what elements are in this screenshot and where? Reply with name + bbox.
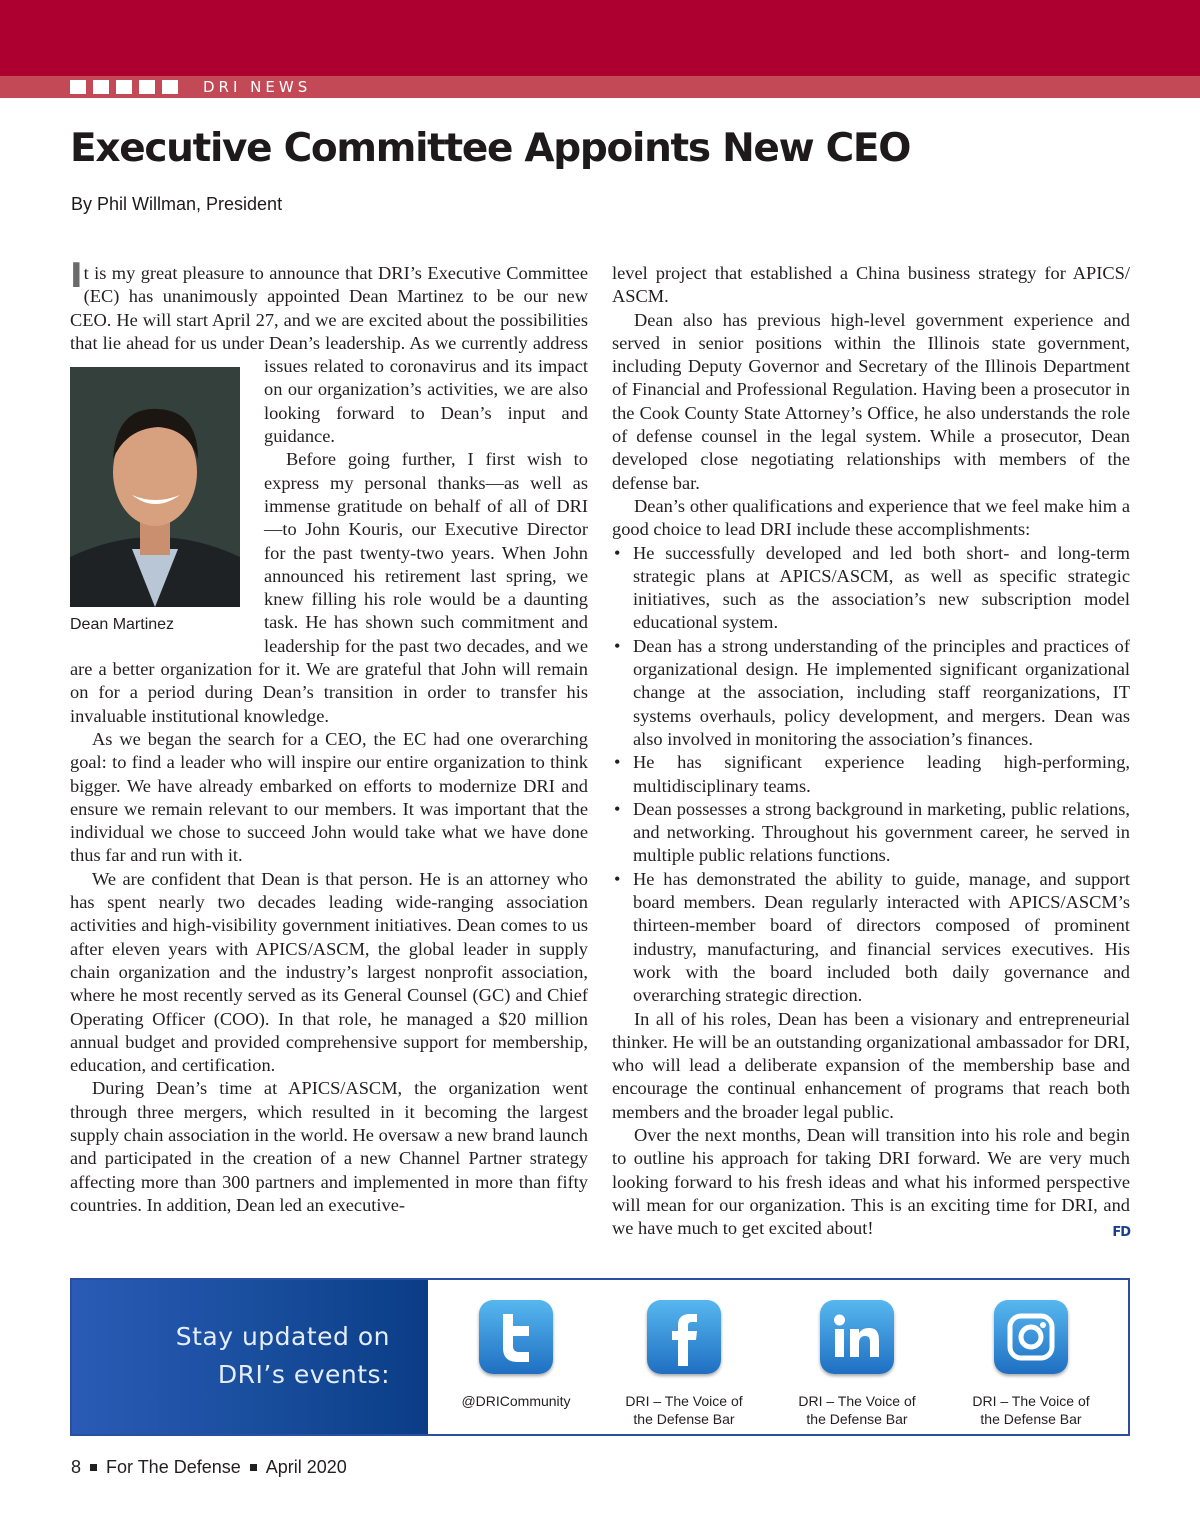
list-item: • He has demonstrated the ability to guide, manage, and support board members. Dean regularly interacted with APICS/ASCM’s thirteen-member board of directors composed of prominent industry, manufacturing, and financial services executives. His work with the board included both daily governance and overarching strategic direction.	[612, 868, 1130, 1008]
paragraph: Dean also has previous high-level government experience and served in senior positions within the Illinois state government, including Deputy Governor and Secretary of the Illinois Department of Financial and Professional Regulation. Having been a prosecutor in the Cook County State Attorney’s Office, he also understands the role of defense counsel in the legal system. While a prosecutor, Dean developed close negotiating relationships with members of the defense bar.	[612, 309, 1130, 493]
article-headline: Executive Committee Appoints New CEO	[70, 126, 911, 171]
social-heading-line: Stay updated on	[175, 1322, 390, 1351]
list-item: • He successfully developed and led both short- and long-term strategic plans at APICS/ASCM, as well as specific strategic initiatives, such as the association’s new subscription model educational system.	[612, 542, 1130, 635]
list-item: • Dean has a strong understanding of the principles and practices of organizational design. He implemented significant organizational change at the association, including staff reorganizations, IT systems overhauls, policy development, and mergers. Dean was also involved in monitoring the association’s finances.	[612, 635, 1130, 751]
twitter-link[interactable]: @DRICommunity	[428, 1300, 604, 1410]
portrait-photo	[70, 367, 240, 607]
section-squares	[70, 80, 185, 94]
end-mark-logo: FD	[1112, 1225, 1130, 1241]
footer-separator	[250, 1464, 257, 1471]
footer-separator	[90, 1464, 97, 1471]
paragraph: level project that established a China business strategy for APICS/ ASCM.	[612, 263, 1130, 307]
twitter-icon	[479, 1300, 553, 1374]
square-mark	[116, 80, 132, 94]
accomplishments-list	[612, 542, 1130, 1008]
section-label: DRI NEWS	[203, 78, 312, 96]
paragraph: Dean’s other qualifications and experience that we feel make him a good choice to lead DRI include these accomplishments:	[612, 495, 1130, 540]
paragraph: Over the next months, Dean will transition into his role and begin to outline his approach for taking DRI forward. We are very much looking forward to his fresh ideas and what his informed perspective will mean for our organization. This is an exciting time for DRI, and we have much to get excited about! FD	[612, 1124, 1130, 1240]
article-byline: By Phil Willman, President	[71, 194, 283, 214]
page-number: 8	[71, 1457, 82, 1477]
drop-cap: I	[70, 256, 83, 296]
masthead-band	[0, 0, 1200, 76]
square-mark	[139, 80, 155, 94]
facebook-link[interactable]: DRI – The Voice of the Defense Bar	[596, 1300, 772, 1428]
square-mark	[162, 80, 178, 94]
social-heading-line: DRI’s events:	[217, 1360, 390, 1389]
list-item: • He has significant experience leading high-performing, multidisciplinary teams.	[612, 751, 1130, 798]
facebook-icon	[647, 1300, 721, 1374]
linkedin-icon	[820, 1300, 894, 1374]
paragraph: As we began the search for a CEO, the EC had one overarching goal: to find a leader who will inspire our entire organization to think bigger. We have already embarked on efforts to modernize DRI and ensure we remain relevant to our members. It was important that the individual we chose to succeed John would take what we have done thus far and run with it.	[70, 728, 588, 866]
publication-name: For The Defense	[106, 1457, 241, 1477]
square-mark	[70, 80, 86, 94]
square-mark	[93, 80, 109, 94]
list-item: • Dean possesses a strong background in marketing, public relations, and networking. Throughout his government career, he served in multiple public relations functions.	[612, 798, 1130, 868]
paragraph: In all of his roles, Dean has been a visionary and entrepreneurial thinker. He will be an outstanding organizational ambassador for DRI, who will lead a deliberate expansion of the membership base and encourage the continual enhancement of programs that reach both members and the broader legal public.	[612, 1008, 1130, 1122]
paragraph: Before going further, I first wish to express my personal thanks—as well as immense gratitude on behalf of all of DRI—to John Kouris, our Executive Director for the past twenty-two years. When John announced his retirement last spring, we knew filling his role would be a daunting task. He has shown such commitment and leadership for the past two decades, and we are a better organization for it. We are grateful that John will remain on for a period during Dean’s transition in order to transfer his invaluable institutional knowledge.	[70, 449, 588, 726]
paragraph: It is my great pleasure to announce that DRI’s Executive Committee (EC) has unanimously appointed Dean Martinez to be our new CEO. He will start April 27, and we are excited about the possibilities that lie ahead for us under Dean’s leadership. As we currently Dean Martinez address issues related to coronavirus and its impact on our organization’s activities, we are also looking forward to Dean’s input and guidance.	[70, 256, 588, 634]
page-footer	[71, 1457, 347, 1478]
section-bar	[0, 76, 1200, 98]
paragraph: During Dean’s time at APICS/ASCM, the organization went through three mergers, which resulted in it becoming the largest supply chain association in the world. He oversaw a new brand launch and participated in the creation of a new Channel Partner strategy affecting more than 300 partners and implemented in more than fifty countries. In addition, Dean led an executive-	[70, 1078, 588, 1215]
social-heading-panel	[72, 1280, 428, 1434]
photo-caption: Dean Martinez	[70, 616, 175, 634]
social-links	[428, 1280, 1128, 1434]
social-media-panel	[70, 1278, 1130, 1436]
paragraph: We are confident that Dean is that person. He is an attorney who has spent nearly two decades leading wide-ranging association activities and high-visibility government initiatives. Dean comes to us after eleven years with APICS/ASCM, the global leader in supply chain organization and the industry’s largest nonprofit association, where he most recently served as its General Counsel (GC) and Chief Operating Officer (COO). In that role, he managed a $20 million annual budget and provided comprehensive support for membership, education, and certification.	[70, 868, 588, 1076]
instagram-link[interactable]: DRI – The Voice of the Defense Bar	[943, 1300, 1119, 1428]
issue-date: April 2020	[265, 1457, 347, 1477]
linkedin-link[interactable]: DRI – The Voice of the Defense Bar	[769, 1300, 945, 1428]
instagram-icon	[994, 1300, 1068, 1374]
article-column-left	[70, 256, 588, 1217]
portrait-figure	[70, 367, 262, 635]
article-column-right	[612, 262, 1130, 1244]
